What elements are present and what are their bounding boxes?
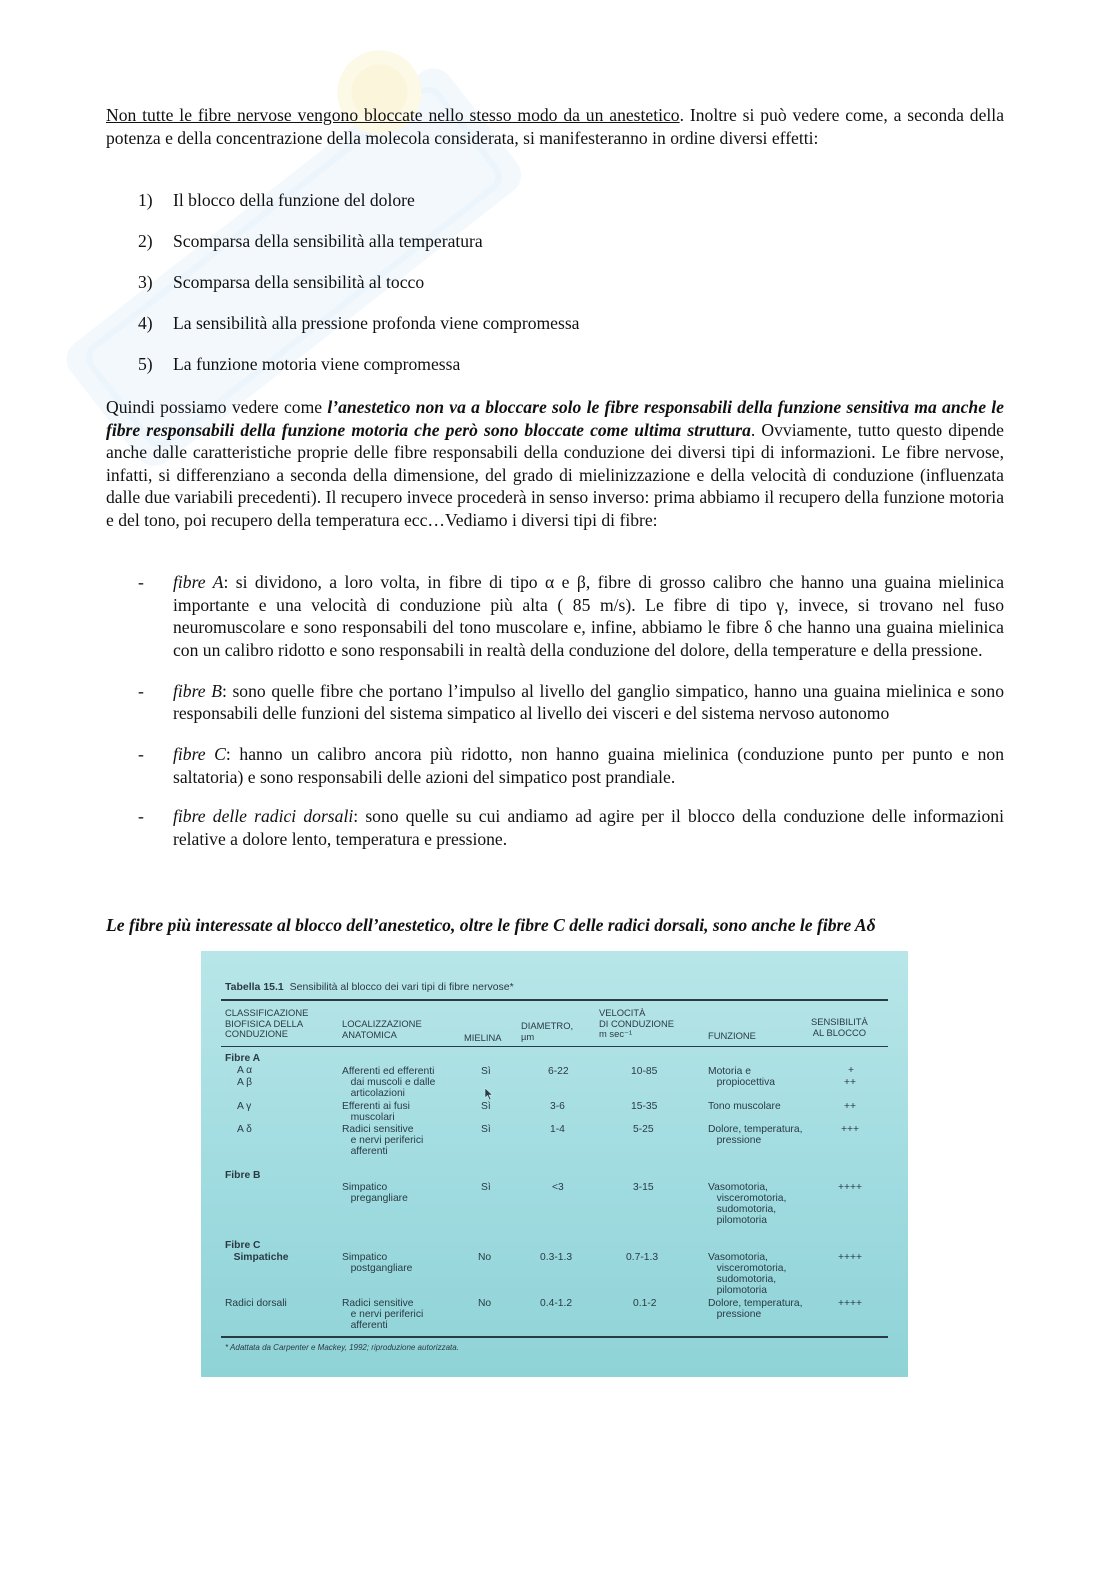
table-header-rule	[221, 1046, 888, 1047]
table-top-rule	[221, 999, 888, 1001]
row-label-a-delta: A δ	[237, 1124, 252, 1135]
table-footnote: * Adattata da Carpenter e Mackey, 1992; riproduzione autorizzata.	[225, 1343, 459, 1352]
header-diameter: DIAMETRO, µm	[521, 1020, 574, 1042]
header-sensitivity: SENSIBILITÀ AL BLOCCO	[811, 1016, 868, 1038]
list-item: 3) Scomparsa della sensibilità al tocco	[138, 272, 425, 292]
conclusion-line: Le fibre più interessate al blocco dell’anestetico, oltre le fibre C delle radici dorsali, sono anche le fibre Aδ	[106, 915, 876, 935]
list-item: 4) La sensibilità alla pressione profonda viene compromessa	[138, 313, 580, 333]
list-item: 5) La funzione motoria viene compromessa	[138, 354, 461, 374]
list-item: - fibre B: sono quelle fibre che portano l’impulso al livello del ganglio simpatico, hanno una guaina mielinica e sono responsabili delle funzioni del sistema simpatico al livello dei visceri e del sistema nervoso autonomo	[138, 680, 1004, 723]
intro-paragraph	[106, 104, 1004, 149]
list-item: 1) Il blocco della funzione del dolore	[138, 190, 415, 210]
row-label-radici-dorsali: Radici dorsali	[225, 1298, 287, 1309]
effects-list	[138, 190, 580, 395]
list-item: - fibre delle radici dorsali: sono quelle su cui andiamo ad agire per il blocco della conduzione delle informazioni relative a dolore lento, temperatura e pressione.	[138, 806, 1004, 849]
list-item: - fibre C: hanno un calibro ancora più ridotto, non hanno guaina mielinica (conduzione punto per punto e non saltatoria) e sono responsabili delle azioni del simpatico post prandiale.	[138, 744, 1005, 787]
row-label-simpatiche: Simpatiche	[225, 1252, 289, 1263]
fibre-sensitivity-table-photo: Tabella 15.1 Sensibilità al blocco dei vari tipi di fibre nervose* CLASSIFICAZIONE BIOFISICA DELLA CONDUZIONE LOCALIZZAZIONE ANATOMICA MIELINA DIAMETRO, µm VELOCITÀ DI CONDUZIONE m sec⁻¹ FUNZIONE SENSIBILITÀ AL BLOCCO Fibre A A α A β Afferenti ed efferenti dai muscoli e dalle articolazioni Sì 6-22 10-85 Motoria e propiocettiva + ++ A γ Efferenti ai fusi muscolari Sì 3-6 15-35 Tono muscolare ++ A δ Radici sensitive e nervi periferici afferenti Sì 1-4 5-25 Dolore, temperatura, pressione +++ Fibre B Simpatico pregangliare Sì <3 3-15 Vasomotoria, visceromotoria, sudomotoria, pilomotoria ++++ Fibre C Simpatiche Simpatico postgangliare No 0.3-1.3 0.7-1.3 Vasomotoria, visceromotoria, sudomotoria, pilomotoria ++++ Radici dorsali Radici sensitive e nervi periferici afferenti No 0.4-1.2 0.1-2 Dolore, temperatura, pressione ++++ * Adattata da Carpenter e Mackey, 1992; riproduzione autorizzata.	[201, 951, 908, 1377]
list-item: 2) Scomparsa della sensibilità alla temperatura	[138, 231, 483, 251]
intro-underlined: Non tutte le fibre nervose vengono bloccate nello stesso modo da un anestetico	[106, 105, 680, 125]
explanation-paragraph: Quindi possiamo vedere come l’anestetico non va a bloccare solo le fibre responsabili della funzione sensitiva ma anche le fibre responsabili della funzione motoria che però sono bloccate come ultima struttura. Ovviamente, tutto questo dipende anche dalle caratteristiche proprie delle fibre responsabili della conduzione dei diversi tipi di informazioni. Le fibre nervose, infatti, si differenziano a seconda della dimensione, del grado di mielinizzazione e della velocità di conduzione (influenzata dalle due variabili precedenti). Il recupero invece procederà in senso inverso: prima abbiamo il recupero della funzione motoria e del tono, poi recupero della temperatura ecc…Vediamo i diversi tipi di fibre:	[106, 397, 1004, 530]
header-velocity: VELOCITÀ DI CONDUZIONE m sec⁻¹	[599, 1007, 674, 1039]
fibre-types-list	[138, 571, 1004, 869]
row-label-a-alpha: A α	[237, 1065, 253, 1076]
table-bottom-rule	[221, 1336, 888, 1338]
emphasis-text: l’anestetico non va a bloccare solo le fibre responsabili della funzione sensitiva ma anche le fibre responsabili della funzione motoria che però sono bloccate come ultima struttura	[106, 397, 1004, 440]
row-label-fibre-b: Fibre B	[225, 1170, 261, 1181]
row-label-fibre-a: Fibre A	[225, 1053, 261, 1064]
list-item: - fibre A: si dividono, a loro volta, in fibre di tipo α e β, fibre di grosso calibro che hanno una guaina mielinica importante e una velocità di conduzione più alta ( 85 m/s). Le fibre di tipo γ, invece, si trovano nel fuso neuromuscolare e sono responsabili del tono muscolare e, infine, abbiamo le fibre δ che hanno una guaina mielinica con un calibro ridotto e sono responsabili in realtà della conduzione del dolore, della temperature e della pressione.	[138, 572, 1004, 660]
row-label-a-gamma: A γ	[237, 1101, 252, 1112]
table-title: Tabella 15.1 Sensibilità al blocco dei vari tipi di fibre nervose*	[225, 981, 514, 993]
row-label-fibre-c: Fibre C	[225, 1240, 261, 1251]
header-myelin: MIELINA	[464, 1032, 502, 1043]
header-localization: LOCALIZZAZIONE ANATOMICA	[342, 1018, 422, 1040]
header-function: FUNZIONE	[708, 1030, 756, 1041]
header-classification: CLASSIFICAZIONE BIOFISICA DELLA CONDUZIONE	[225, 1007, 309, 1039]
row-label-a-beta: A β	[237, 1077, 253, 1088]
intro-rest: . Inoltre si può vedere come, a seconda della potenza e della concentrazione della molecola considerata, si manifesteranno in ordine diversi effetti:	[106, 105, 1004, 148]
mouse-cursor-icon	[484, 1087, 494, 1101]
